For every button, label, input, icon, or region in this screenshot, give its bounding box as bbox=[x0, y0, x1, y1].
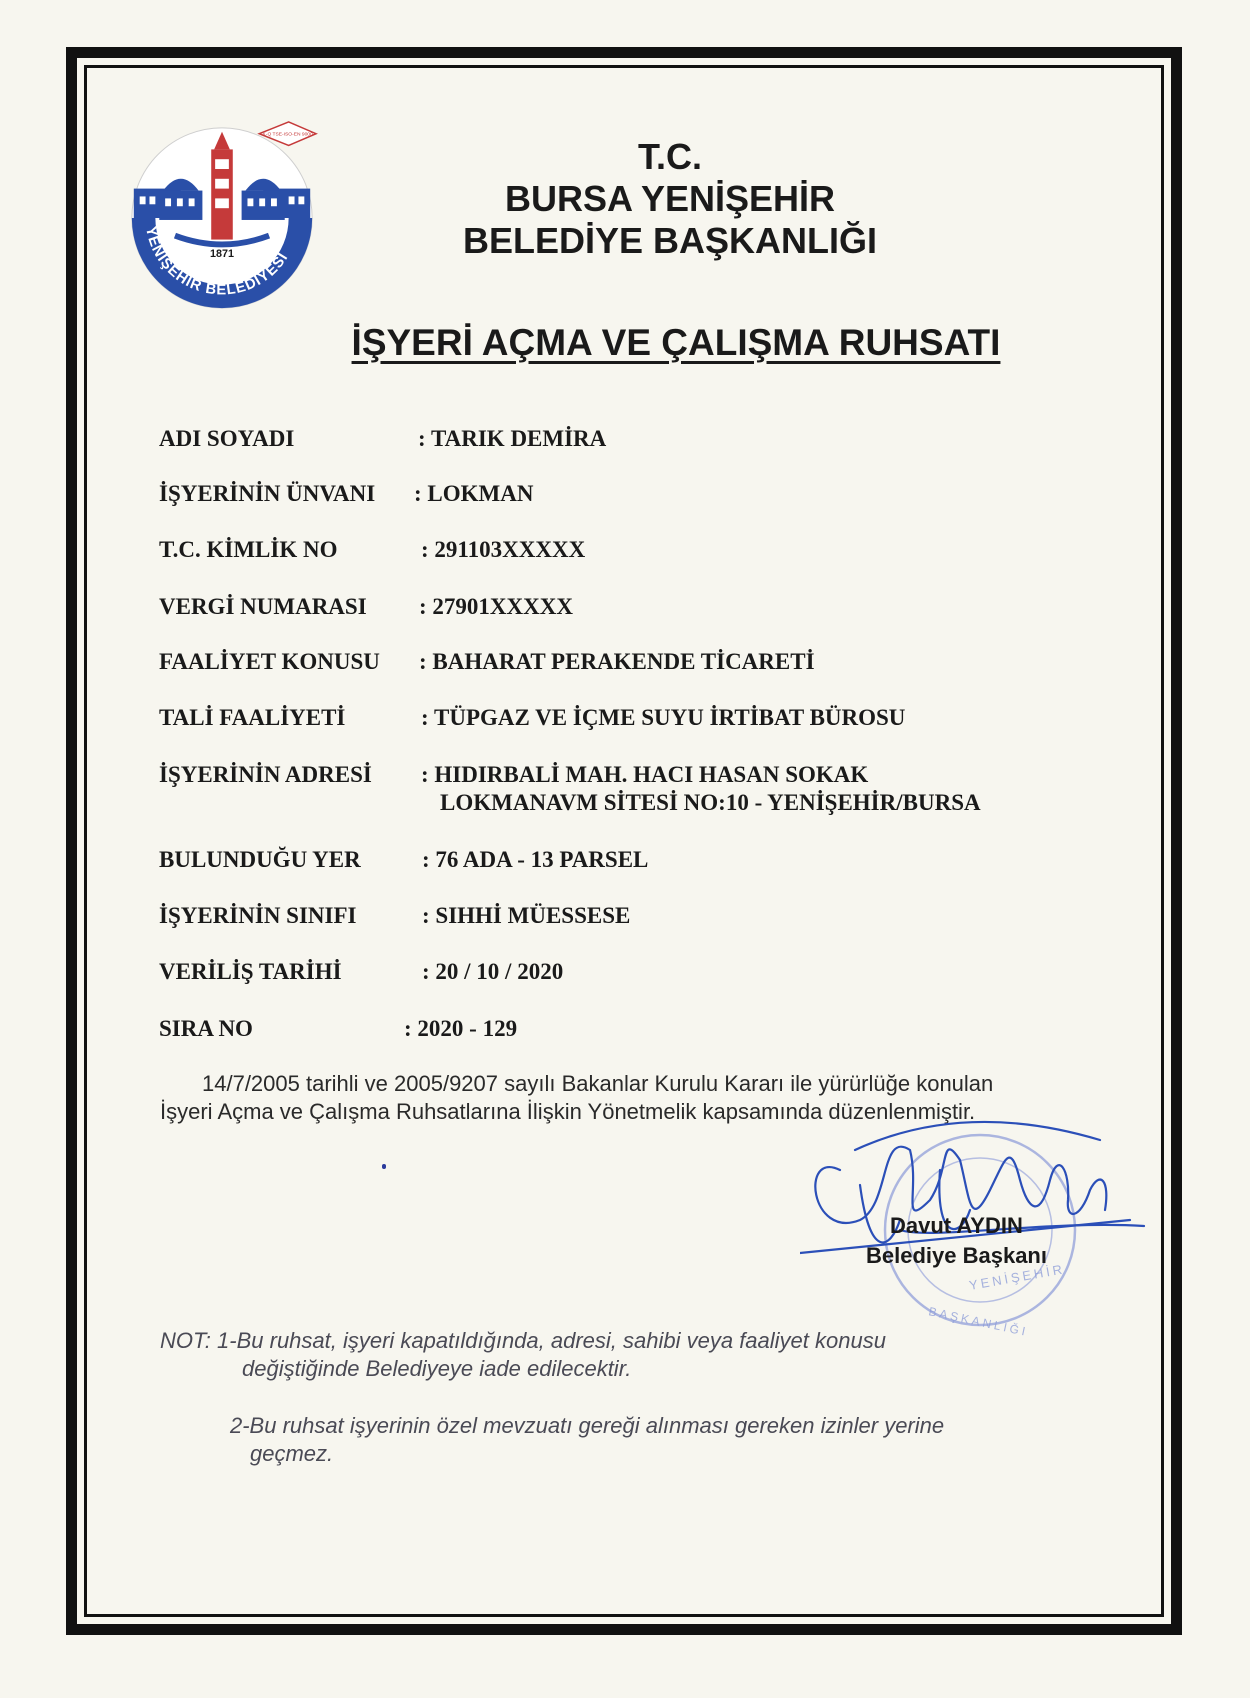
field-label-business-title: İŞYERİNİN ÜNVANI bbox=[159, 481, 376, 506]
header-line-2: BURSA YENİŞEHİR bbox=[504, 178, 836, 219]
statement-line-1: 14/7/2005 tarihli ve 2005/9207 sayılı Bakanlar Kurulu Kararı ile yürürlüğe konulan bbox=[202, 1071, 994, 1096]
field-value-serial-no: : 2020 - 129 bbox=[404, 1016, 518, 1041]
field-value-tax-number: : 27901XXXXX bbox=[419, 594, 573, 619]
signer-title: Belediye Başkanı bbox=[866, 1243, 1047, 1268]
issuer-header bbox=[380, 136, 960, 262]
field-label-sub-activity: TALİ FAALİYETİ bbox=[159, 705, 346, 730]
statement-line-2: İşyeri Açma ve Çalışma Ruhsatlarına İlişkin Yönetmelik kapsamında düzenlenmiştir. bbox=[160, 1099, 976, 1124]
field-value-activity: : BAHARAT PERAKENDE TİCARETİ bbox=[419, 649, 815, 674]
field-value-issue-date: : 20 / 10 / 2020 bbox=[422, 959, 564, 984]
document-title: İŞYERİ AÇMA VE ÇALIŞMA RUHSATI bbox=[351, 322, 1001, 363]
field-value-name: : TARIK DEMİRA bbox=[418, 426, 607, 451]
field-value-class: : SIHHİ MÜESSESE bbox=[422, 903, 631, 928]
logo-year: 1871 bbox=[210, 248, 234, 261]
signer-name: Davut AYDIN bbox=[890, 1213, 1023, 1238]
field-label-activity: FAALİYET KONUSU bbox=[159, 649, 380, 674]
field-label-serial-no: SIRA NO bbox=[159, 1016, 253, 1041]
field-value-national-id: : 291103XXXXX bbox=[421, 537, 586, 562]
note-2-line-2: geçmez. bbox=[250, 1441, 334, 1466]
field-label-location: BULUNDUĞU YER bbox=[159, 847, 361, 872]
field-label-issue-date: VERİLİŞ TARİHİ bbox=[159, 959, 342, 984]
header-line-1: T.C. bbox=[637, 136, 702, 177]
field-label-national-id: T.C. KİMLİK NO bbox=[159, 537, 338, 562]
field-value-business-title: : LOKMAN bbox=[414, 481, 534, 506]
ink-dot bbox=[382, 1164, 386, 1169]
header-line-3: BELEDİYE BAŞKANLIĞI bbox=[462, 220, 878, 261]
note-1-line-1: NOT: 1-Bu ruhsat, işyeri kapatıldığında, adresi, sahibi veya faaliyet konusu bbox=[160, 1328, 886, 1353]
field-label-address: İŞYERİNİN ADRESİ bbox=[159, 762, 372, 787]
field-value-location: : 76 ADA - 13 PARSEL bbox=[422, 847, 649, 872]
svg-text:YENİŞEHİR: YENİŞEHİR bbox=[967, 1261, 1067, 1293]
field-label-class: İŞYERİNİN SINIFI bbox=[159, 903, 357, 928]
field-value-address-line-2: LOKMANAVM SİTESİ NO:10 - YENİŞEHİR/BURSA bbox=[440, 790, 981, 815]
note-2-line-1: 2-Bu ruhsat işyerinin özel mevzuatı gereği alınması gereken izinler yerine bbox=[230, 1413, 945, 1438]
field-value-address-line-1: : HIDIRBALİ MAH. HACI HASAN SOKAK bbox=[421, 762, 869, 787]
note-1-line-2: değiştiğinde Belediyeye iade edilecektir. bbox=[242, 1356, 632, 1381]
municipality-logo bbox=[124, 120, 320, 316]
field-label-name: ADI SOYADI bbox=[159, 426, 295, 451]
field-value-sub-activity: : TÜPGAZ VE İÇME SUYU İRTİBAT BÜROSU bbox=[421, 705, 906, 730]
svg-text:BAŞKANLIĞI: BAŞKANLIĞI bbox=[927, 1304, 1030, 1340]
logo-badge-text: K-Q TSE-ISO-EN 9000 bbox=[262, 132, 313, 138]
field-label-tax-number: VERGİ NUMARASI bbox=[159, 594, 367, 619]
logo-ring-text: YENİŞEHİR BELEDİYESİ bbox=[142, 225, 292, 299]
